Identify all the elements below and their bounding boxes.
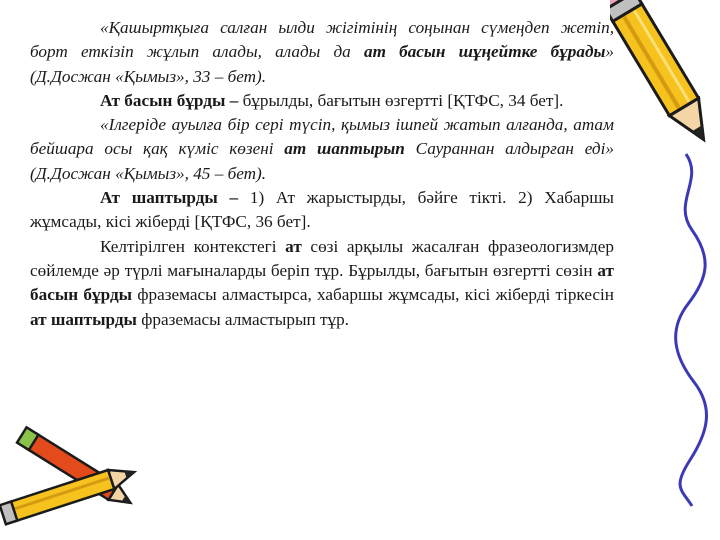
crayons-icon [0, 425, 150, 540]
text-run: «Ілгеріде ауылға бір сері түсіп, қымыз ішпей жатып алғанда, атам бейшара осы қақ күміс көзені [30, 115, 614, 159]
text-run: фраземасы алмастырып тұр. [136, 309, 349, 329]
definition-paragraph-1 [30, 89, 614, 113]
highlighted-phrase: ат басын бұрды [30, 260, 614, 305]
text-run: Келтірілген контекстегі [100, 236, 286, 256]
quote-paragraph-2 [30, 113, 614, 186]
citation: » (Д.Досжан «Қымыз», 33 – бет). [30, 42, 614, 86]
pencil-icon [610, 0, 720, 170]
phrase-term: Ат басын бұрды – [100, 90, 239, 110]
highlighted-phrase: ат басын шұңейтке бұрады [363, 42, 606, 62]
highlighted-word: ат [285, 236, 302, 256]
citation: Саураннан алдырған еді» (Д.Досжан «Қымыз», 45 – бет). [30, 139, 614, 183]
highlighted-phrase: ат шаптырып [284, 139, 405, 159]
wavy-line-decoration [668, 150, 720, 510]
text-run: фраземасы алмастырса, хабаршы жұмсады, кісі жіберді тіркесін [132, 285, 614, 305]
text-run: «Қашыртқыға салған ылди жігітінің соңынан сүмеңдеп жетіп, борт еткізіп жұлып алады, алады да [30, 18, 614, 62]
definition-paragraph-2 [30, 186, 614, 235]
phrase-term: Ат шаптырды – [100, 188, 239, 208]
definition-text: бұрылды, бағытын өзгертті [ҚТФС, 34 бет]. [238, 90, 564, 110]
conclusion-paragraph [30, 235, 614, 332]
quote-paragraph-1 [30, 16, 614, 89]
text-run: сөзі арқылы жасалған фразеологизмдер сөйлемде әр түрлі мағыналарды беріп тұр. Бұрылды, бағытын өзгертті сөзін [30, 236, 615, 280]
highlighted-phrase: ат шаптырды [30, 309, 137, 329]
definition-text: 1) Ат жарыстырды, бәйге тікті. 2) Хабаршы жұмсады, кісі жіберді [ҚТФС, 36 бет]. [30, 188, 614, 232]
document-text [30, 16, 614, 332]
